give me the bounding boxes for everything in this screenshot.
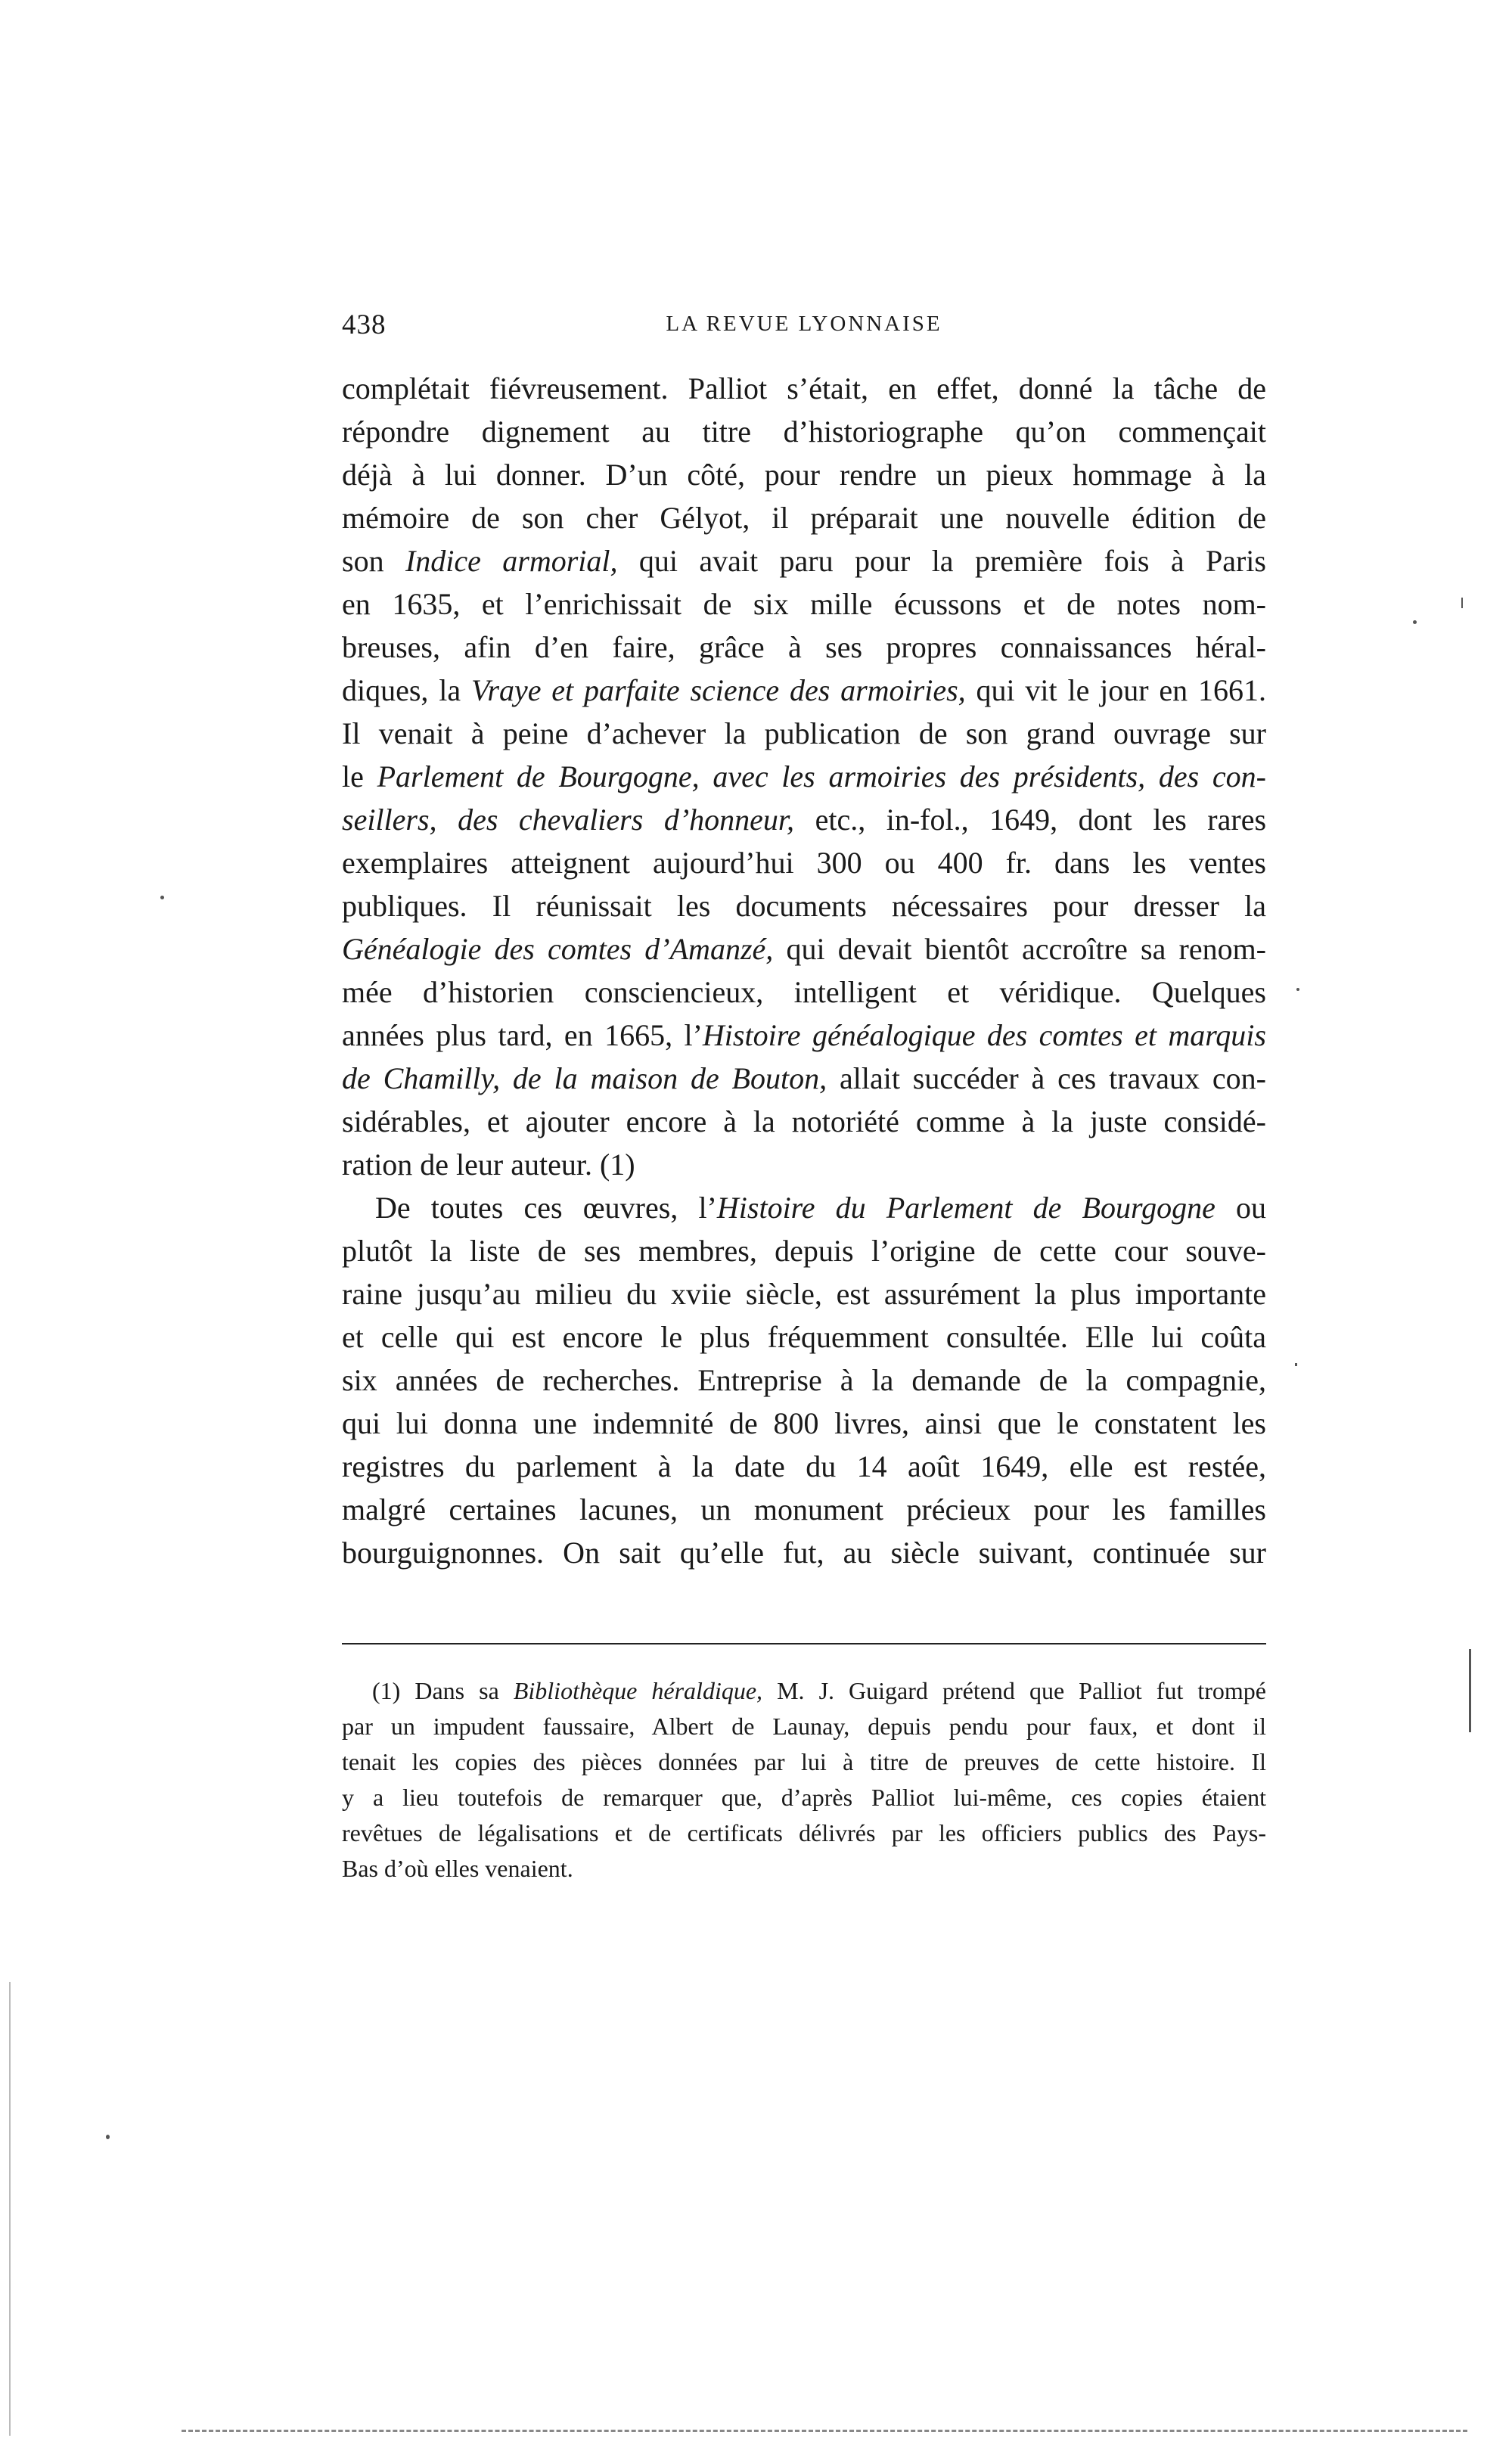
footnote-line: tenait les copies des pièces données par lui à titre de preuves de cette histoire. Il (342, 1748, 1266, 1775)
text-line (342, 1057, 1266, 1100)
text-line (342, 927, 1266, 971)
text-line: en 1635, et l’enrichissait de six mille écussons et de notes nom- (342, 587, 1266, 621)
text-line: complétait fiévreusement. Palliot s’était, en effet, donné la tâche de (342, 371, 1266, 405)
text-segment: qui vit le jour en 1661. (965, 673, 1266, 707)
scan-speck (1469, 1649, 1471, 1732)
text-line: publiques. Il réunissait les documents nécessaires pour dresser la (342, 889, 1266, 923)
text-segment: qui devait bientôt accroître sa renom- (773, 932, 1267, 966)
text-segment: De toutes ces œuvres, l’ (375, 1191, 717, 1225)
journal-title: LA REVUE LYONNAISE (666, 312, 942, 336)
text-segment: diques, la (342, 673, 471, 707)
footnote-line (342, 1673, 1266, 1709)
text-line: ration de leur auteur. (1) (342, 1148, 635, 1182)
text-line: bourguignonnes. On sait qu’elle fut, au siècle suivant, continuée sur (342, 1536, 1266, 1570)
text-segment: ou (1215, 1191, 1266, 1225)
scan-speck (1296, 988, 1299, 991)
italic-title: Indice armorial, (405, 544, 618, 578)
text-line (342, 669, 1266, 712)
running-head (342, 309, 1266, 346)
text-line: six années de recherches. Entreprise à la demande de la compagnie, (342, 1363, 1266, 1397)
italic-title: seillers, des chevaliers d’honneur, (342, 803, 795, 837)
text-segment: années plus tard, en 1665, l’ (342, 1018, 703, 1052)
italic-title: Bibliothèque héraldique, (513, 1677, 763, 1704)
text-segment: son (342, 544, 405, 578)
text-segment: (1) Dans sa (372, 1677, 514, 1704)
scan-speck (1413, 620, 1417, 624)
text-segment: allait succéder à ces travaux con- (827, 1061, 1266, 1095)
text-line (342, 1186, 1266, 1229)
text-line: qui lui donna une indemnité de 800 livres, ainsi que le constatent les (342, 1406, 1266, 1440)
scan-speck (9, 1982, 11, 2436)
footnote-line: Bas d’où elles venaient. (342, 1855, 573, 1882)
text-line: déjà à lui donner. D’un côté, pour rendre un pieux hommage à la (342, 458, 1266, 492)
scan-speck (160, 896, 164, 899)
text-line: et celle qui est encore le plus fréquemment consultée. Elle lui coûta (342, 1320, 1266, 1354)
text-line (342, 1014, 1266, 1057)
italic-title: de Chamilly, de la maison de Bouton, (342, 1061, 827, 1095)
text-line: breuses, afin d’en faire, grâce à ses propres connaissances héral- (342, 630, 1266, 664)
text-segment: qui avait paru pour la première fois à Paris (617, 544, 1266, 578)
italic-title: Parlement de Bourgogne, avec les armoiries des présidents, des con- (377, 759, 1266, 794)
footnote (342, 1673, 1266, 1887)
text-line: registres du parlement à la date du 14 août 1649, elle est restée, (342, 1449, 1266, 1483)
text-line: Il venait à peine d’achever la publication de son grand ouvrage sur (342, 716, 1266, 750)
text-line: mémoire de son cher Gélyot, il préparait une nouvelle édition de (342, 501, 1266, 535)
scan-speck (106, 2135, 110, 2139)
italic-title: Généalogie des comtes d’Amanzé, (342, 932, 774, 966)
page-number: 438 (342, 309, 387, 340)
scan-speck (1461, 598, 1463, 608)
text-line: exemplaires atteignent aujourd’hui 300 ou 400 fr. dans les ventes (342, 846, 1266, 880)
text-segment: etc., in-fol., 1649, dont les rares (794, 803, 1267, 837)
italic-title: Vraye et parfaite science des armoiries, (470, 673, 966, 707)
italic-title: Histoire généalogique des comtes et marquis (702, 1018, 1266, 1052)
text-line: malgré certaines lacunes, un monument précieux pour les familles (342, 1492, 1266, 1526)
text-line: plutôt la liste de ses membres, depuis l’origine de cette cour souve- (342, 1234, 1266, 1268)
text-line: raine jusqu’au milieu du xviie siècle, est assurément la plus importante (342, 1277, 1266, 1311)
text-line: sidérables, et ajouter encore à la notoriété comme à la juste considé- (342, 1104, 1266, 1138)
text-segment: M. J. Guigard prétend que Palliot fut trompé (762, 1677, 1267, 1704)
footnote-line: revêtues de légalisations et de certificats délivrés par les officiers publics des Pays- (342, 1819, 1266, 1846)
footnote-divider (342, 1643, 1266, 1644)
text-line (342, 755, 1266, 798)
scan-edge-line (182, 2430, 1467, 2432)
footnote-line: par un impudent faussaire, Albert de Launay, depuis pendu pour faux, et dont il (342, 1713, 1266, 1740)
scan-speck (1295, 1363, 1297, 1366)
text-line: mée d’historien consciencieux, intelligent et véridique. Quelques (342, 975, 1266, 1009)
text-line: répondre dignement au titre d’historiographe qu’on commençait (342, 415, 1266, 449)
text-line (342, 798, 1266, 841)
footnote-line: y a lieu toutefois de remarquer que, d’après Palliot lui-même, ces copies étaient (342, 1784, 1266, 1811)
italic-title: Histoire du Parlement de Bourgogne (716, 1191, 1215, 1225)
body-text (342, 367, 1266, 1574)
text-line (342, 539, 1266, 582)
text-segment: le (342, 759, 377, 794)
